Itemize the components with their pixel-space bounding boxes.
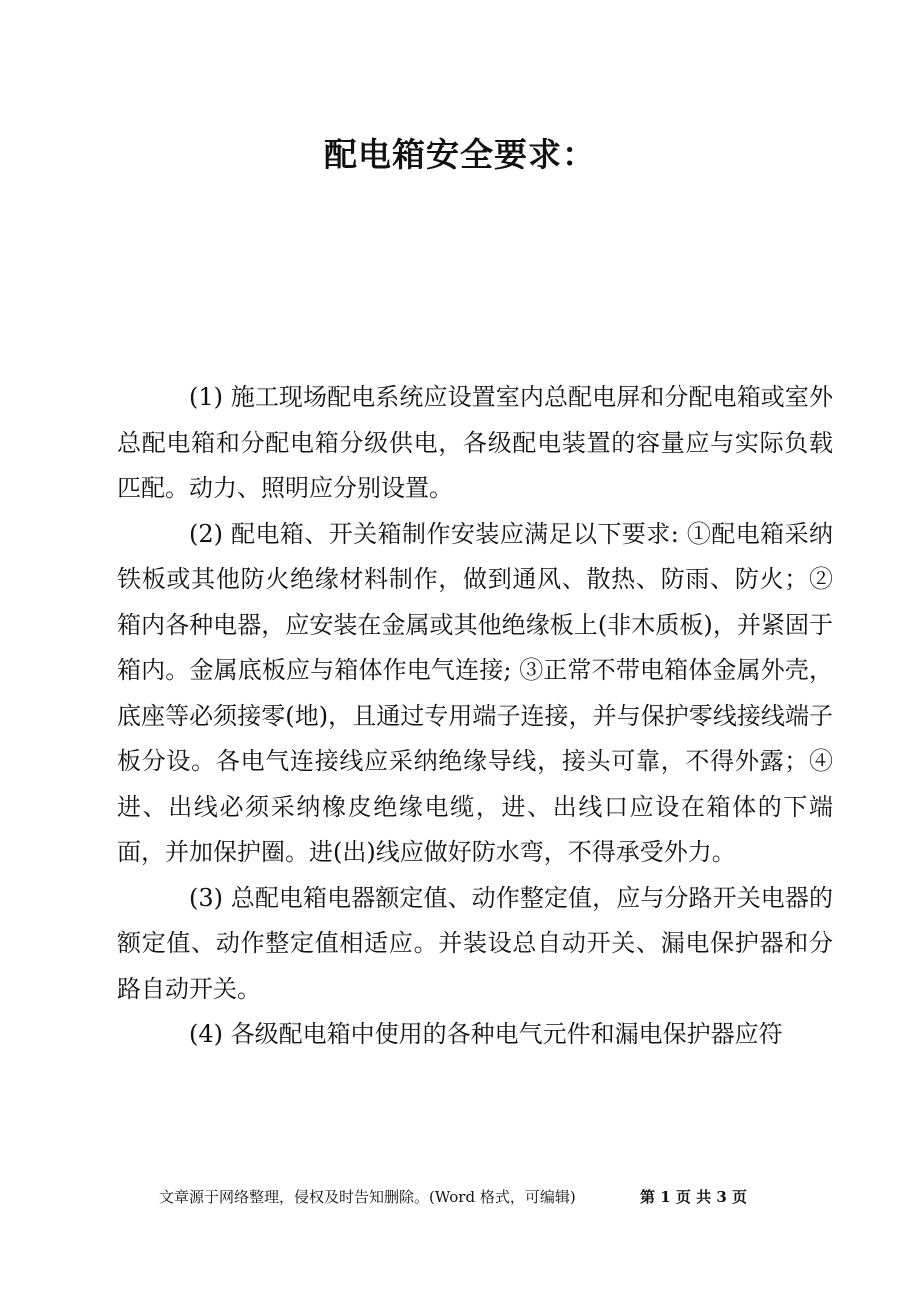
page-number: 第 1 页 共 3 页 (640, 1188, 747, 1206)
paragraph-4: (4) 各级配电箱中使用的各种电气元件和漏电保护器应符 (189, 1020, 783, 1048)
paragraph-3: (3) 总配电箱电器额定值、动作整定值，应与分路开关电器的额定值、动作整定值相适应。并装设总自动开关、漏电保护器和分路自动开关。 (117, 883, 833, 1003)
document-title: 配电箱安全要求： (324, 135, 596, 174)
paragraph-2: (2) 配电箱、开关箱制作安装应满足以下要求: ①配电箱采纳铁板或其他防火绝缘材料制作，做到通风、散热、防雨、防火；②箱内各种电器，应安装在金属或其他绝缘板上(非木质板)，并紧固于箱内。金属底板应与箱体作电气连接; ③正常不带电箱体金属外壳，底座等必须接零(地)，且通过专用端子连接，并与保护零线接线端子板分设。各电气连接线应采纳绝缘导线，接头可靠，不得外露；④进、出线必须采纳橡皮绝缘电缆，进、出线口应设在箱体的下端面，并加保护圈。进(出)线应做好防水弯，不得承受外力。 (117, 519, 833, 866)
document-body (117, 375, 833, 1058)
paragraph-1: (1) 施工现场配电系统应设置室内总配电屏和分配电箱或室外总配电箱和分配电箱分级供电，各级配电装置的容量应与实际负载匹配。动力、照明应分别设置。 (117, 383, 833, 502)
footer-note: 文章源于网络整理，侵权及时告知删除。(Word 格式，可编辑) (159, 1188, 576, 1206)
